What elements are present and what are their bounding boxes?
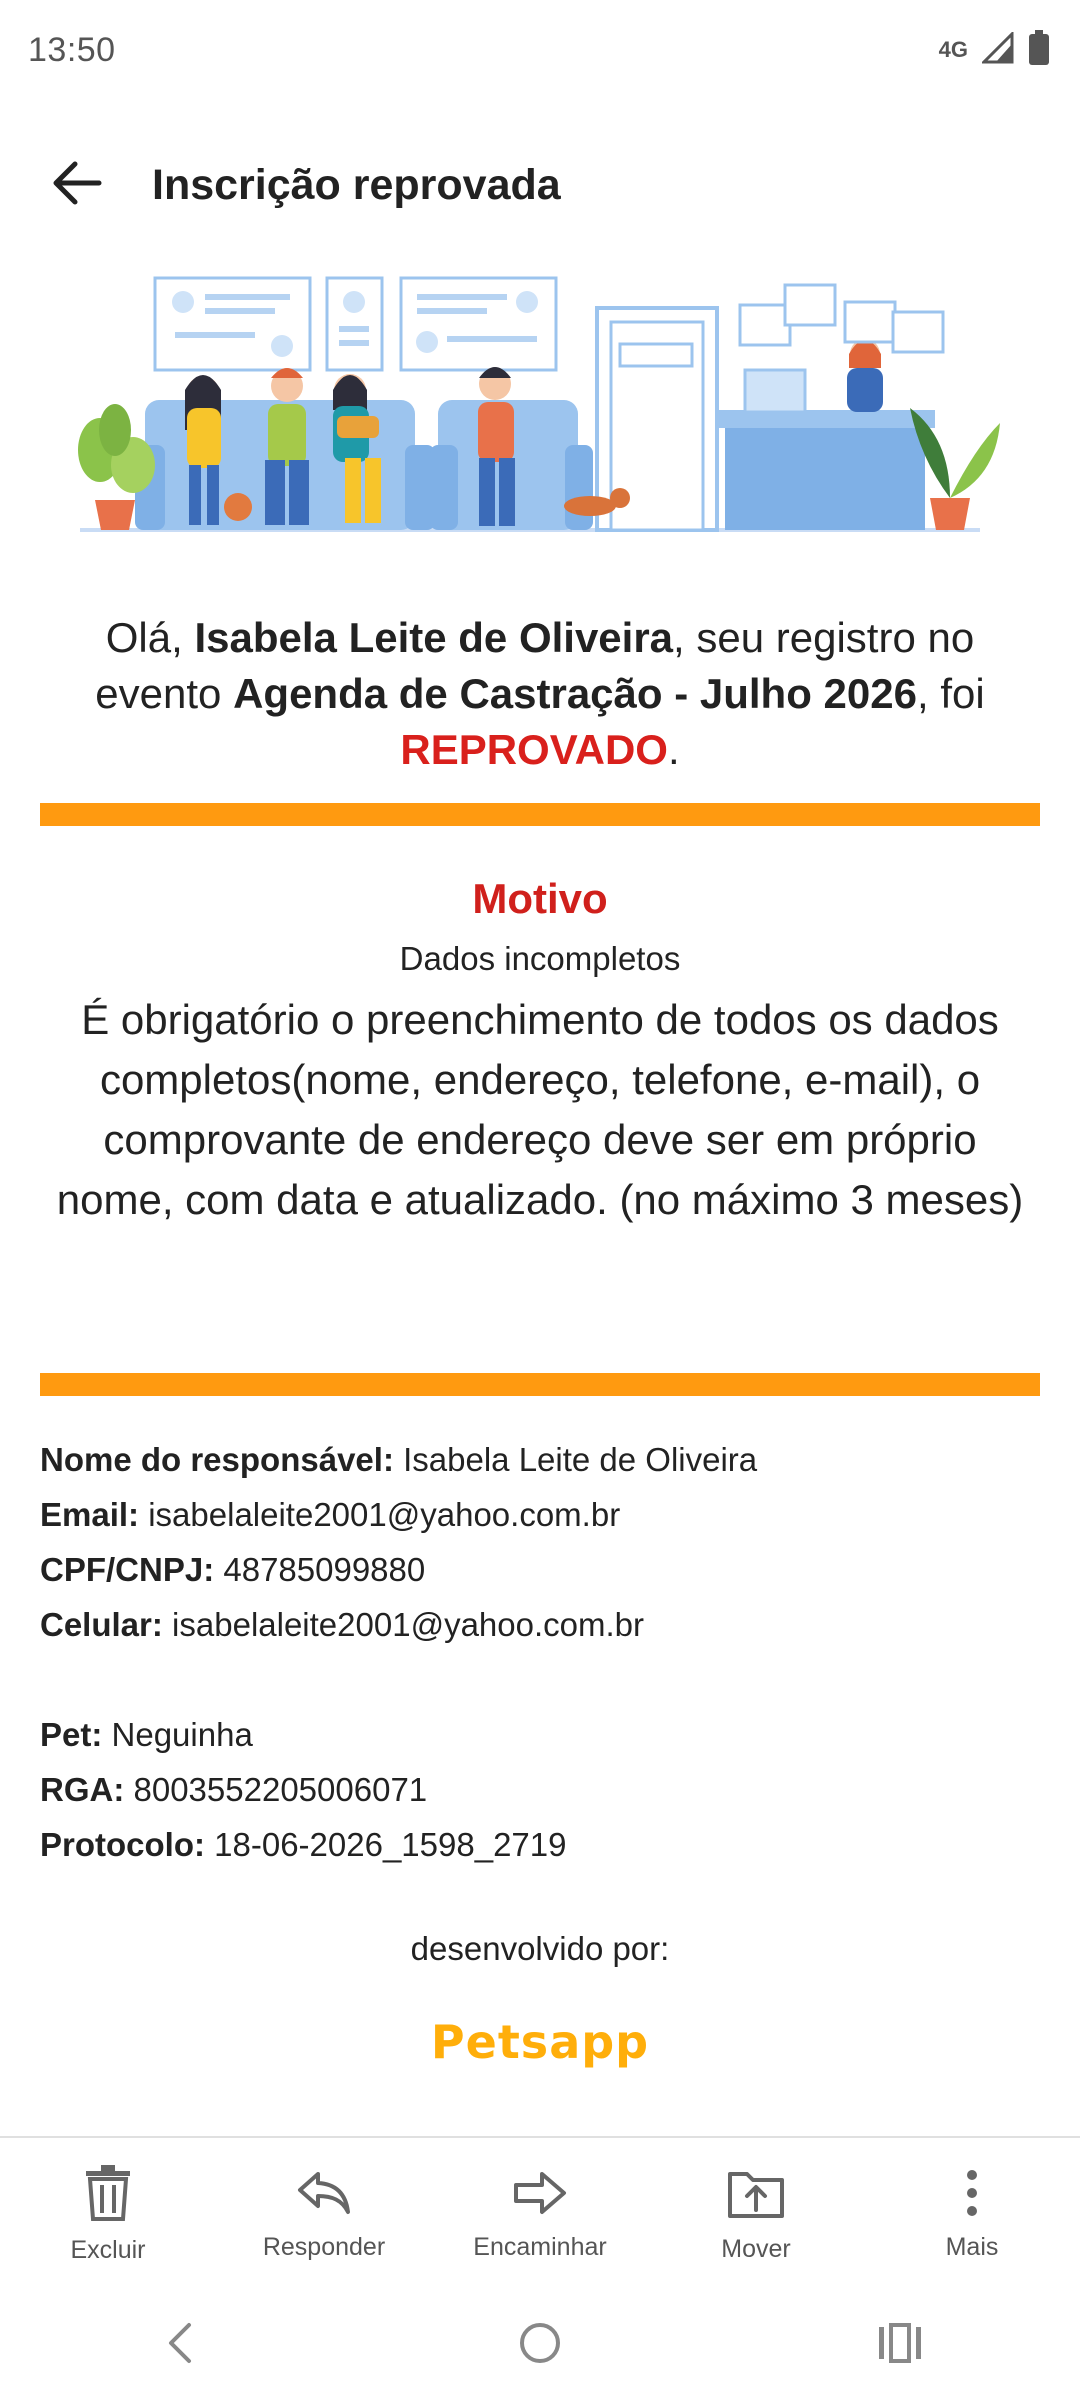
trash-icon <box>83 2165 133 2226</box>
detail-value: 8003552205006071 <box>133 1771 428 1808</box>
detail-label: CPF/CNPJ: <box>40 1551 215 1588</box>
top-divider-bar <box>40 803 1040 826</box>
greeting-hello: Olá, <box>105 614 183 661</box>
email-actions-toolbar <box>0 2140 1080 2290</box>
nav-home-button[interactable] <box>480 2305 600 2385</box>
reply-label: Responder <box>262 2233 386 2261</box>
detail-value: Neguinha <box>111 1716 253 1753</box>
detail-value: Isabela Leite de Oliveira <box>403 1441 758 1478</box>
nav-back-button[interactable] <box>120 2305 240 2385</box>
greeting-message <box>40 610 1040 778</box>
detail-label: Email: <box>40 1496 140 1533</box>
arrow-left-icon <box>47 153 107 218</box>
reply-button[interactable] <box>224 2168 424 2262</box>
vet-clinic-illustration <box>75 270 1005 540</box>
nav-recents-button[interactable] <box>840 2305 960 2385</box>
event-name: Agenda de Castração - Julho 2026 <box>233 670 917 717</box>
move-label: Mover <box>721 2235 791 2263</box>
reason-title: Motivo <box>472 875 608 922</box>
forward-button[interactable] <box>440 2168 640 2262</box>
move-button[interactable] <box>656 2166 856 2264</box>
applicant-name: Isabela Leite de Oliveira <box>194 614 674 661</box>
battery-icon <box>1028 30 1050 71</box>
detail-rga <box>40 1762 1040 1817</box>
status-time: 13:50 <box>28 30 116 69</box>
page-title: Inscrição reprovada <box>152 160 561 209</box>
network-type-label: 4G <box>938 37 968 62</box>
toolbar-divider <box>0 2136 1080 2138</box>
folder-move-icon <box>727 2166 785 2225</box>
detail-responsavel <box>40 1432 1040 1487</box>
detail-cpf <box>40 1542 1040 1597</box>
detail-label: Nome do responsável: <box>40 1441 394 1478</box>
app-bar <box>0 120 1080 250</box>
delete-button[interactable] <box>8 2165 208 2265</box>
detail-celular <box>40 1597 1040 1652</box>
detail-value: 48785099880 <box>223 1551 426 1588</box>
status-badge: REPROVADO <box>400 726 668 773</box>
reason-description: É obrigatório o preenchimento de todos os dados completos(nome, endereço, telefone, e-mail), o comprovante de endereço deve ser em próprio nome, com data e atualizado. (no máximo 3 meses) <box>56 996 1024 1223</box>
greeting-mid: , seu registro no evento <box>95 614 975 717</box>
detail-value[interactable]: isabelaleite2001@yahoo.com.br <box>172 1606 645 1643</box>
status-icons <box>939 30 1050 71</box>
detail-email <box>40 1487 1040 1542</box>
detail-label: Pet: <box>40 1716 103 1753</box>
brand-logo[interactable]: Petsapp <box>430 2015 650 2069</box>
status-bar <box>0 0 1080 100</box>
greeting-after: , foi <box>916 670 985 717</box>
bottom-divider-bar <box>40 1373 1040 1396</box>
more-vertical-icon <box>962 2168 982 2223</box>
reply-icon <box>296 2168 352 2223</box>
delete-label: Excluir <box>70 2236 146 2264</box>
reason-subtitle: Dados incompletos <box>399 940 681 977</box>
greeting-end: . <box>667 726 680 773</box>
developed-by-label: desenvolvido por: <box>410 1930 670 1967</box>
more-label: Mais <box>945 2233 999 2261</box>
detail-label: Celular: <box>40 1606 163 1643</box>
more-button[interactable] <box>872 2168 1072 2262</box>
forward-label: Encaminhar <box>473 2233 607 2261</box>
recents-icon <box>877 2323 923 2368</box>
detail-protocolo <box>40 1817 1040 1872</box>
detail-value: 18-06-2026_1598_2719 <box>214 1826 567 1863</box>
system-nav-bar <box>0 2290 1080 2400</box>
detail-value[interactable]: isabelaleite2001@yahoo.com.br <box>148 1496 621 1533</box>
detail-pet <box>40 1707 1040 1762</box>
back-button[interactable] <box>22 130 132 240</box>
forward-icon <box>512 2168 568 2223</box>
home-circle-icon <box>518 2321 562 2370</box>
detail-spacer <box>40 1652 1040 1707</box>
detail-label: RGA: <box>40 1771 125 1808</box>
chevron-left-icon <box>165 2321 195 2370</box>
detail-label: Protocolo: <box>40 1826 205 1863</box>
signal-icon <box>982 32 1014 69</box>
registration-details <box>40 1432 1040 1872</box>
